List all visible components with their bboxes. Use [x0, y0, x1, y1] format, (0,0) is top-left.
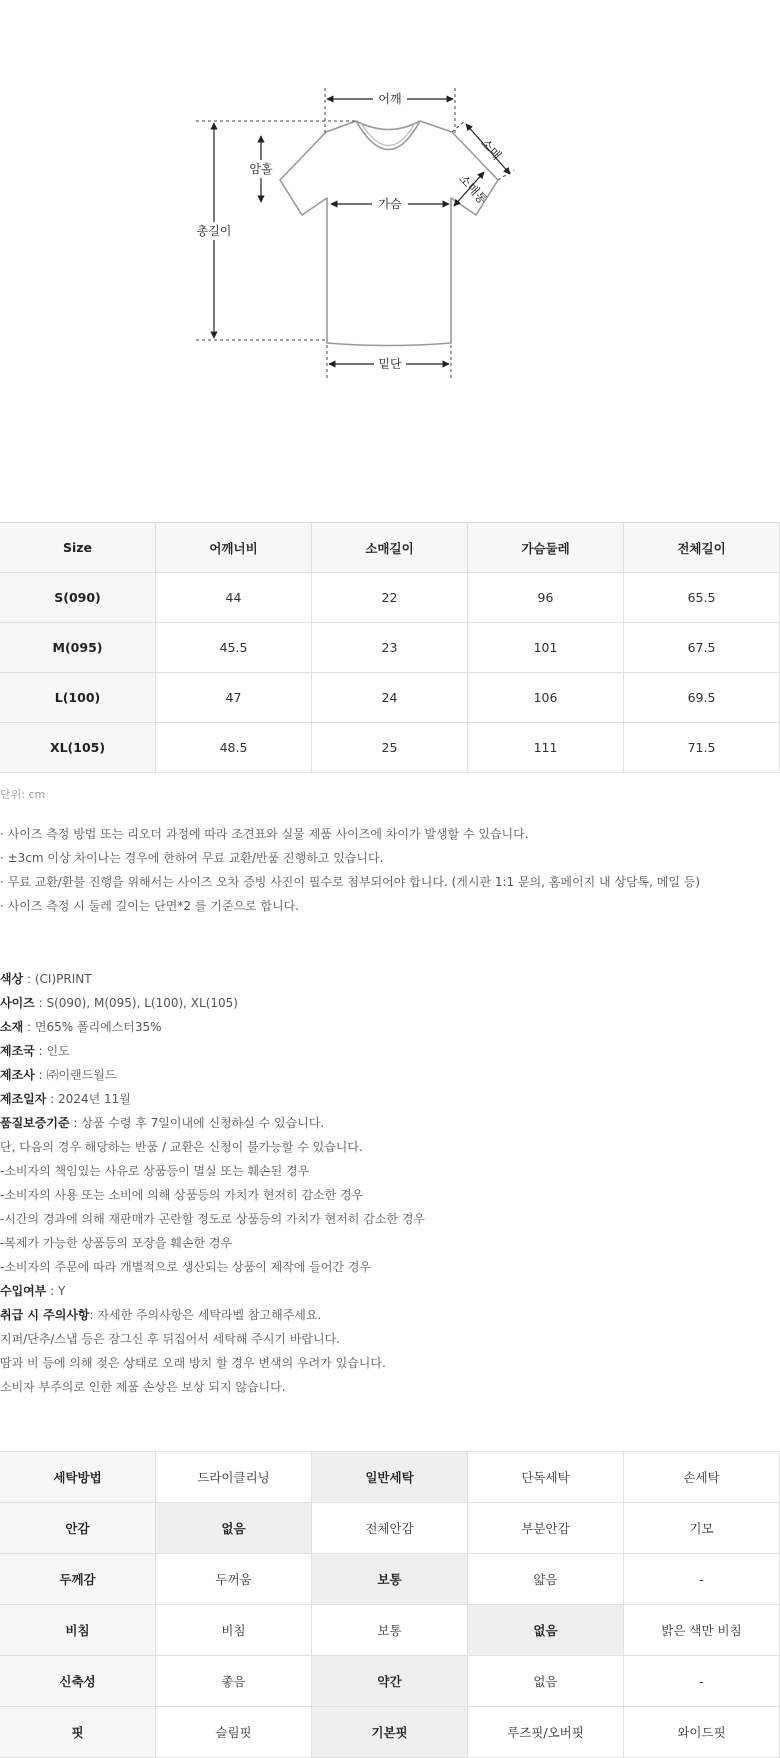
- size-value-cell: 45.5: [156, 623, 312, 673]
- size-value-cell: 71.5: [624, 723, 780, 773]
- care-label-cell: 안감: [0, 1503, 156, 1554]
- size-name-cell: M(095): [0, 623, 156, 673]
- table-row: [0, 723, 780, 773]
- table-row: [0, 1503, 780, 1554]
- table-row: [0, 1707, 780, 1758]
- size-value-cell: 65.5: [624, 573, 780, 623]
- spec-value: : ㈜이랜드월드: [34, 1068, 117, 1082]
- care-label-cell: 신축성: [0, 1656, 156, 1707]
- guide-lines: [196, 88, 514, 378]
- size-notes-list: [0, 826, 700, 922]
- care-option-cell: 기모: [624, 1503, 780, 1554]
- spec-value: : 2024년 11월: [46, 1092, 131, 1106]
- spec-item: [0, 1235, 425, 1259]
- care-option-cell: 없음: [468, 1656, 624, 1707]
- care-label-cell: 핏: [0, 1707, 156, 1758]
- care-label-cell: 비침: [0, 1605, 156, 1656]
- spec-value: : Y: [46, 1284, 66, 1298]
- spec-label: 제조일자: [0, 1092, 47, 1106]
- spec-item: [0, 1091, 425, 1115]
- care-option-cell: 좋음: [156, 1656, 312, 1707]
- size-value-cell: 96: [468, 573, 624, 623]
- table-row: [0, 623, 780, 673]
- spec-item: [0, 1139, 425, 1163]
- care-option-cell: 손세탁: [624, 1452, 780, 1503]
- care-option-cell: 비침: [156, 1605, 312, 1656]
- size-note: · 사이즈 측정 시 둘레 길이는 단면*2 를 기준으로 합니다.: [0, 899, 300, 913]
- care-option-cell: 슬림핏: [156, 1707, 312, 1758]
- spec-item: [0, 1379, 425, 1403]
- care-option-cell: 밝은 색만 비침: [624, 1605, 780, 1656]
- spec-value: -소비자의 사용 또는 소비에 의해 상품등의 가치가 현저히 감소한 경우: [0, 1188, 364, 1202]
- armhole-label: 암홀: [249, 162, 273, 176]
- chest-label: 가슴: [378, 197, 402, 211]
- spec-value: -복제가 가능한 상품등의 포장을 훼손한 경우: [0, 1236, 233, 1250]
- care-attribute-table: [0, 1451, 780, 1758]
- sleeve-opening-label: 소매통: [456, 171, 490, 207]
- care-option-cell: 일반세탁: [312, 1452, 468, 1503]
- spec-value: 땀과 비 등에 의해 젖은 상태로 오래 방치 할 경우 변색의 우려가 있습니다.: [0, 1356, 386, 1370]
- care-option-cell: 없음: [156, 1503, 312, 1554]
- size-value-cell: 48.5: [156, 723, 312, 773]
- table-row: [0, 673, 780, 723]
- table-row: [0, 1656, 780, 1707]
- spec-label: 소재: [0, 1020, 24, 1034]
- care-option-cell: 드라이클리닝: [156, 1452, 312, 1503]
- care-option-cell: 부분안감: [468, 1503, 624, 1554]
- dimension-arrows: [214, 99, 510, 364]
- spec-item: [0, 1187, 425, 1211]
- size-value-cell: 22: [312, 573, 468, 623]
- care-option-cell: 보통: [312, 1554, 468, 1605]
- size-note: · 무료 교환/환불 진행을 위해서는 사이즈 오차 증빙 사진이 필수로 첨부되어야 합니다. (게시판 1:1 문의, 홈페이지 내 상담톡, 메일 등): [0, 875, 701, 889]
- spec-item: [0, 1355, 425, 1379]
- spec-label: 색상: [0, 972, 24, 986]
- care-option-cell: 단독세탁: [468, 1452, 624, 1503]
- size-unit-note: 단위: cm: [0, 788, 46, 801]
- size-header-cell: 가슴둘레: [468, 523, 624, 573]
- hem-label: 밑단: [378, 357, 402, 371]
- size-value-cell: 47: [156, 673, 312, 723]
- care-option-cell: 두꺼움: [156, 1554, 312, 1605]
- size-value-cell: 24: [312, 673, 468, 723]
- size-value-cell: 25: [312, 723, 468, 773]
- care-option-cell: 얇음: [468, 1554, 624, 1605]
- spec-value: : 상품 수령 후 7일이내에 신청하실 수 있습니다.: [69, 1116, 325, 1130]
- size-note: · 사이즈 측정 방법 또는 리오더 과정에 따라 조견표와 실물 제품 사이즈에 차이가 발생할 수 있습니다.: [0, 827, 529, 841]
- table-row: [0, 573, 780, 623]
- shoulder-label: 어깨: [378, 92, 402, 106]
- spec-label: 취급 시 주의사항: [0, 1308, 90, 1322]
- care-option-cell: -: [624, 1656, 780, 1707]
- size-name-cell: L(100): [0, 673, 156, 723]
- size-header-cell: 소매길이: [312, 523, 468, 573]
- spec-value: : 면65% 폴리에스터35%: [23, 1020, 162, 1034]
- care-option-cell: 전체안감: [312, 1503, 468, 1554]
- size-value-cell: 111: [468, 723, 624, 773]
- size-value-cell: 69.5: [624, 673, 780, 723]
- care-option-cell: 약간: [312, 1656, 468, 1707]
- spec-label: 수입여부: [0, 1284, 47, 1298]
- spec-item: [0, 971, 425, 995]
- spec-label: 제조사: [0, 1068, 35, 1082]
- size-name-cell: XL(105): [0, 723, 156, 773]
- spec-value: 단, 다음의 경우 해당하는 반품 / 교환은 신청이 불가능할 수 있습니다.: [0, 1140, 363, 1154]
- size-header-cell: Size: [0, 523, 156, 573]
- tshirt-size-diagram: [0, 0, 780, 460]
- spec-value: : (CI)PRINT: [23, 972, 92, 986]
- spec-item: [0, 1043, 425, 1067]
- spec-value: : 인도: [34, 1044, 70, 1058]
- care-label-cell: 두께감: [0, 1554, 156, 1605]
- table-row: [0, 1452, 780, 1503]
- spec-label: 제조국: [0, 1044, 35, 1058]
- spec-item: [0, 1019, 425, 1043]
- table-row: [0, 1605, 780, 1656]
- spec-value: : 자세한 주의사항은 세탁라벨 참고해주세요.: [89, 1308, 322, 1322]
- spec-item: [0, 1283, 425, 1307]
- size-header-cell: 어깨너비: [156, 523, 312, 573]
- spec-item: [0, 1211, 425, 1235]
- spec-label: 사이즈: [0, 996, 35, 1010]
- spec-value: -소비자의 책임있는 사유로 상품등이 멸실 또는 훼손된 경우: [0, 1164, 310, 1178]
- size-value-cell: 106: [468, 673, 624, 723]
- care-option-cell: 와이드핏: [624, 1707, 780, 1758]
- care-option-cell: 보통: [312, 1605, 468, 1656]
- tshirt-outline: [280, 121, 498, 346]
- size-table-header-row: [0, 523, 780, 573]
- spec-label: 품질보증기준: [0, 1116, 70, 1130]
- spec-item: [0, 1067, 425, 1091]
- spec-item: [0, 1259, 425, 1283]
- size-table: [0, 522, 780, 773]
- spec-item: [0, 1115, 425, 1139]
- spec-item: [0, 1307, 425, 1331]
- size-note: · ±3cm 이상 차이나는 경우에 한하여 무료 교환/반품 진행하고 있습니다.: [0, 851, 384, 865]
- spec-value: -소비자의 주문에 따라 개별적으로 생산되는 상품이 제작에 들어간 경우: [0, 1260, 372, 1274]
- size-value-cell: 23: [312, 623, 468, 673]
- care-option-cell: 없음: [468, 1605, 624, 1656]
- table-row: [0, 1554, 780, 1605]
- spec-item: [0, 1331, 425, 1355]
- care-label-cell: 세탁방법: [0, 1452, 156, 1503]
- size-value-cell: 101: [468, 623, 624, 673]
- size-value-cell: 67.5: [624, 623, 780, 673]
- spec-value: 지퍼/단추/스냅 등은 잠그신 후 뒤집어서 세탁해 주시기 바랍니다.: [0, 1332, 340, 1346]
- spec-value: -시간의 경과에 의해 재판매가 곤란할 정도로 상품등의 가치가 현저히 감소한 경우: [0, 1212, 426, 1226]
- size-value-cell: 44: [156, 573, 312, 623]
- total-length-label: 총길이: [196, 224, 232, 238]
- spec-item: [0, 1163, 425, 1187]
- care-option-cell: -: [624, 1554, 780, 1605]
- spec-item: [0, 995, 425, 1019]
- product-spec-list: [0, 971, 425, 1403]
- sleeve-label: 소매: [478, 136, 504, 163]
- care-option-cell: 루즈핏/오버핏: [468, 1707, 624, 1758]
- spec-value: 소비자 부주의로 인한 제품 손상은 보상 되지 않습니다.: [0, 1380, 286, 1394]
- spec-value: : S(090), M(095), L(100), XL(105): [34, 996, 238, 1010]
- size-name-cell: S(090): [0, 573, 156, 623]
- care-option-cell: 기본핏: [312, 1707, 468, 1758]
- size-header-cell: 전체길이: [624, 523, 780, 573]
